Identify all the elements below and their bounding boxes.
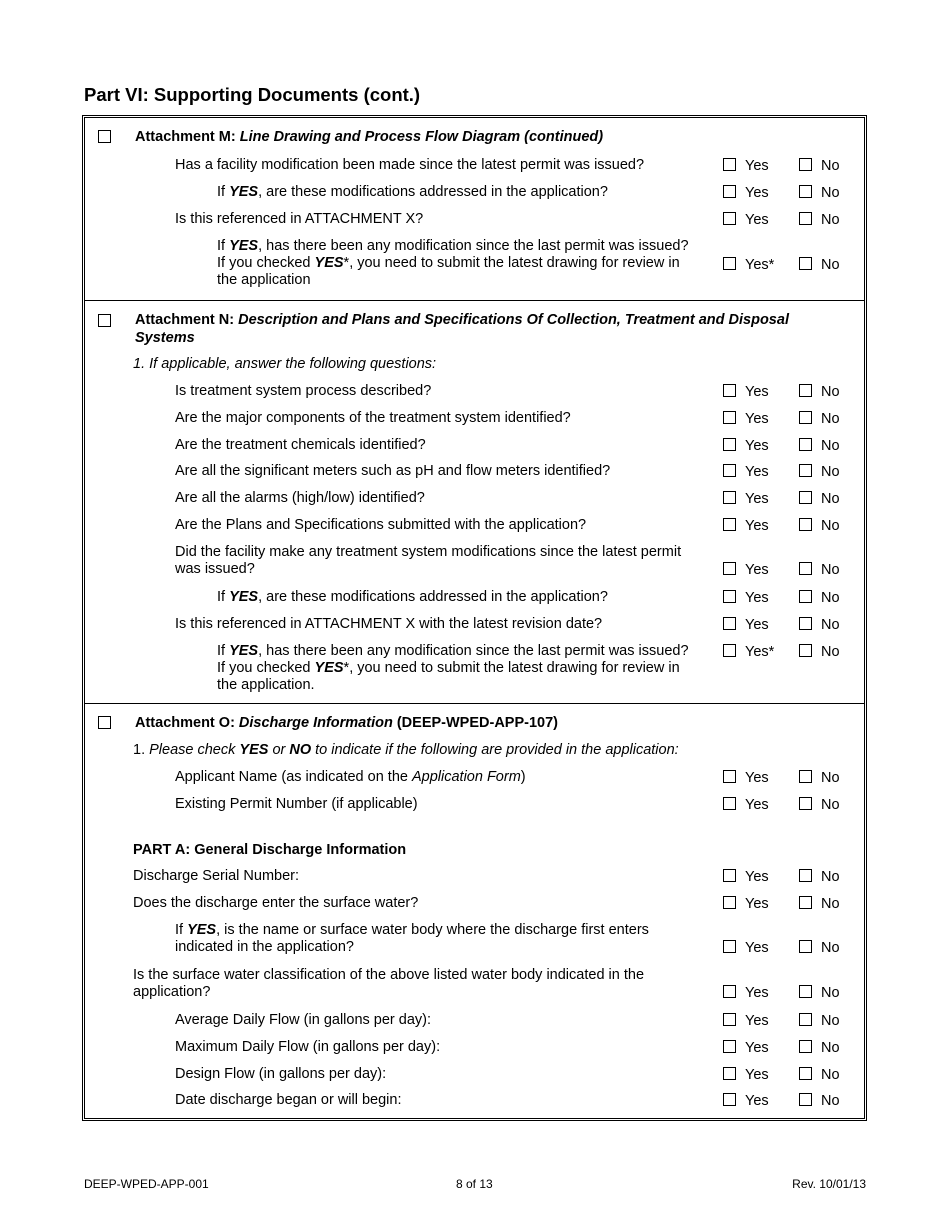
yes-checkbox[interactable]	[723, 411, 736, 424]
no-checkbox[interactable]	[799, 212, 812, 225]
no-option[interactable]: No	[799, 257, 840, 273]
yes-option[interactable]: Yes	[723, 518, 769, 534]
question-text: If YES, is the name or surface water body where the discharge first enters indicated in the application?	[175, 922, 649, 955]
yes-checkbox[interactable]	[723, 617, 736, 630]
no-option[interactable]: No	[799, 185, 840, 201]
yes-checkbox[interactable]	[723, 562, 736, 575]
yes-checkbox[interactable]	[723, 257, 736, 270]
yes-option[interactable]: Yes	[723, 896, 769, 912]
no-option[interactable]: No	[799, 411, 840, 427]
yes-checkbox[interactable]	[723, 940, 736, 953]
yes-option[interactable]: Yes	[723, 562, 769, 578]
yes-checkbox[interactable]	[723, 1013, 736, 1026]
no-option[interactable]: No	[799, 464, 840, 480]
no-option[interactable]: No	[799, 1067, 840, 1083]
no-checkbox[interactable]	[799, 518, 812, 531]
no-checkbox[interactable]	[799, 257, 812, 270]
no-checkbox[interactable]	[799, 797, 812, 810]
yes-checkbox[interactable]	[723, 797, 736, 810]
page-number: 8 of 13	[456, 1177, 493, 1191]
yes-checkbox[interactable]	[723, 985, 736, 998]
yes-option[interactable]: Yes	[723, 940, 769, 956]
no-checkbox[interactable]	[799, 1067, 812, 1080]
question-text: Does the discharge enter the surface water?	[133, 895, 419, 911]
question-text: If YES, are these modifications addressed in the application?	[217, 184, 608, 200]
question-text: Design Flow (in gallons per day):	[175, 1066, 387, 1082]
no-option[interactable]: No	[799, 617, 840, 633]
yes-option[interactable]: Yes	[723, 1067, 769, 1083]
yes-checkbox[interactable]	[723, 590, 736, 603]
yes-checkbox[interactable]	[723, 770, 736, 783]
supporting-documents-table	[82, 115, 867, 1121]
no-option[interactable]: No	[799, 770, 840, 786]
no-option[interactable]: No	[799, 940, 840, 956]
section-intro: 1. If applicable, answer the following questions:	[133, 356, 437, 372]
no-checkbox[interactable]	[799, 1093, 812, 1106]
yes-checkbox[interactable]	[723, 1040, 736, 1053]
question-text: Are the major components of the treatment system identified?	[175, 410, 571, 426]
yes-checkbox[interactable]	[723, 438, 736, 451]
attachment-m-section	[85, 118, 864, 300]
no-option[interactable]: No	[799, 438, 840, 454]
no-checkbox[interactable]	[799, 411, 812, 424]
question-text: Did the facility make any treatment system modifications since the latest permit was issued?	[175, 544, 682, 577]
no-checkbox[interactable]	[799, 896, 812, 909]
no-checkbox[interactable]	[799, 617, 812, 630]
yes-checkbox[interactable]	[723, 185, 736, 198]
no-checkbox[interactable]	[799, 770, 812, 783]
no-option[interactable]: No	[799, 1093, 840, 1109]
yes-option[interactable]: Yes	[723, 438, 769, 454]
no-checkbox[interactable]	[799, 158, 812, 171]
attachment-m-checkbox[interactable]	[98, 130, 111, 143]
no-option[interactable]: No	[799, 518, 840, 534]
question-text: Is treatment system process described?	[175, 383, 432, 399]
yes-checkbox[interactable]	[723, 869, 736, 882]
question-text: Date discharge began or will begin:	[175, 1092, 402, 1108]
question-text: If YES, are these modifications addressed in the application?	[217, 589, 608, 605]
yes-option[interactable]: Yes	[723, 1040, 769, 1056]
no-option[interactable]: No	[799, 985, 840, 1001]
yes-option[interactable]: Yes	[723, 869, 769, 885]
question-text: Existing Permit Number (if applicable)	[175, 796, 418, 812]
yes-option[interactable]: Yes	[723, 617, 769, 633]
attachment-o-checkbox[interactable]	[98, 716, 111, 729]
yes-option[interactable]: Yes	[723, 158, 769, 174]
no-option[interactable]: No	[799, 212, 840, 228]
question-text: Is this referenced in ATTACHMENT X with the latest revision date?	[175, 616, 603, 632]
no-checkbox[interactable]	[799, 985, 812, 998]
section-intro: 1. Please check YES or NO to indicate if the following are provided in the application:	[133, 742, 679, 758]
no-checkbox[interactable]	[799, 438, 812, 451]
no-option[interactable]: No	[799, 491, 840, 507]
yes-option[interactable]: Yes	[723, 1093, 769, 1109]
yes-option[interactable]: Yes*	[723, 644, 774, 660]
revision-date: Rev. 10/01/13	[792, 1177, 866, 1191]
attachment-n-heading: Attachment N: Description and Plans and Specifications Of Collection, Treatment and Disposal Systems	[135, 312, 789, 346]
yes-option[interactable]: Yes	[723, 985, 769, 1001]
yes-option[interactable]: Yes	[723, 212, 769, 228]
yes-checkbox[interactable]	[723, 644, 736, 657]
no-checkbox[interactable]	[799, 1040, 812, 1053]
yes-checkbox[interactable]	[723, 464, 736, 477]
no-checkbox[interactable]	[799, 644, 812, 657]
no-option[interactable]: No	[799, 1013, 840, 1029]
attachment-n-section	[85, 300, 864, 704]
attachment-o-heading: Attachment O: Discharge Information (DEEP-WPED-APP-107)	[135, 715, 558, 731]
question-text: Are the Plans and Specifications submitted with the application?	[175, 517, 587, 533]
no-option[interactable]: No	[799, 590, 840, 606]
yes-option[interactable]: Yes	[723, 491, 769, 507]
question-text: Has a facility modification been made since the latest permit was issued?	[175, 157, 645, 173]
no-option[interactable]: No	[799, 562, 840, 578]
yes-checkbox[interactable]	[723, 158, 736, 171]
yes-option[interactable]: Yes	[723, 797, 769, 813]
no-option[interactable]: No	[799, 896, 840, 912]
yes-checkbox[interactable]	[723, 518, 736, 531]
question-text: Are all the alarms (high/low) identified?	[175, 490, 425, 506]
question-text: Is this referenced in ATTACHMENT X?	[175, 211, 424, 227]
yes-option[interactable]: Yes	[723, 411, 769, 427]
yes-checkbox[interactable]	[723, 491, 736, 504]
no-option[interactable]: No	[799, 797, 840, 813]
yes-checkbox[interactable]	[723, 1067, 736, 1080]
yes-checkbox[interactable]	[723, 1093, 736, 1106]
yes-option[interactable]: Yes	[723, 384, 769, 400]
no-checkbox[interactable]	[799, 869, 812, 882]
question-text: Maximum Daily Flow (in gallons per day):	[175, 1039, 441, 1055]
question-text: If YES, has there been any modification since the last permit was issued? If you checked YES*, you need to submit the latest drawing for review in the application	[217, 238, 689, 288]
question-text: Are the treatment chemicals identified?	[175, 437, 426, 453]
yes-option[interactable]: Yes*	[723, 257, 774, 273]
form-id: DEEP-WPED-APP-001	[84, 1177, 209, 1191]
no-option[interactable]: No	[799, 158, 840, 174]
no-checkbox[interactable]	[799, 590, 812, 603]
yes-checkbox[interactable]	[723, 896, 736, 909]
yes-option[interactable]: Yes	[723, 1013, 769, 1029]
no-option[interactable]: No	[799, 1040, 840, 1056]
attachment-n-checkbox[interactable]	[98, 314, 111, 327]
question-text: Average Daily Flow (in gallons per day):	[175, 1012, 432, 1028]
question-text: Are all the significant meters such as pH and flow meters identified?	[175, 463, 611, 479]
question-text: If YES, has there been any modification since the last permit was issued? If you checked YES*, you need to submit the latest drawing for review in the application.	[217, 643, 689, 693]
yes-checkbox[interactable]	[723, 212, 736, 225]
no-checkbox[interactable]	[799, 940, 812, 953]
question-text: Is the surface water classification of the above listed water body indicated in the application?	[133, 967, 645, 1000]
no-option[interactable]: No	[799, 869, 840, 885]
yes-option[interactable]: Yes	[723, 185, 769, 201]
yes-checkbox[interactable]	[723, 384, 736, 397]
no-checkbox[interactable]	[799, 464, 812, 477]
no-checkbox[interactable]	[799, 562, 812, 575]
question-text: Discharge Serial Number:	[133, 868, 300, 884]
part-a-heading: PART A: General Discharge Information	[133, 842, 407, 858]
yes-option[interactable]: Yes	[723, 590, 769, 606]
no-option[interactable]: No	[799, 644, 840, 660]
attachment-m-heading: Attachment M: Line Drawing and Process Flow Diagram (continued)	[135, 129, 604, 145]
no-option[interactable]: No	[799, 384, 840, 400]
no-checkbox[interactable]	[799, 1013, 812, 1026]
no-checkbox[interactable]	[799, 185, 812, 198]
no-checkbox[interactable]	[799, 384, 812, 397]
yes-option[interactable]: Yes	[723, 770, 769, 786]
page-title: Part VI: Supporting Documents (cont.)	[84, 84, 421, 105]
no-checkbox[interactable]	[799, 491, 812, 504]
yes-option[interactable]: Yes	[723, 464, 769, 480]
attachment-o-section	[85, 703, 864, 1119]
question-text: Applicant Name (as indicated on the Application Form)	[175, 769, 526, 785]
